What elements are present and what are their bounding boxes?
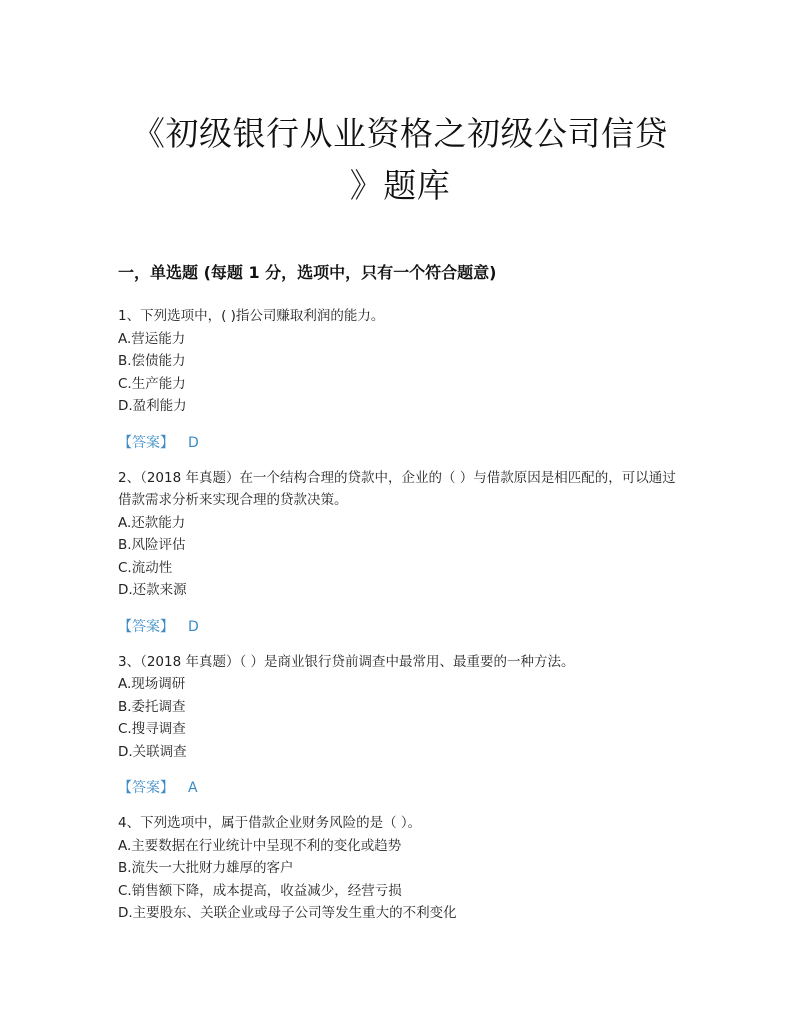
option-a: A.主要数据在行业统计中呈现不利的变化或趋势 <box>118 837 402 854</box>
option-d: D.还款来源 <box>118 582 187 598</box>
option-c: C.销售额下降，成本提高，收益减少，经营亏损 <box>118 882 402 899</box>
question-list <box>118 305 682 925</box>
option-b: B.风险评估 <box>118 537 186 553</box>
option-a: A.还款能力 <box>118 514 186 531</box>
answer-label: 【答案】 <box>118 780 174 796</box>
question-stem: 4、下列选项中，属于借款企业财务风险的是（ ）。 <box>118 815 422 831</box>
answer-value: D <box>188 618 199 635</box>
option-list <box>118 673 682 763</box>
option-a: A.营运能力 <box>118 330 186 347</box>
question-3 <box>118 651 682 800</box>
option-list <box>118 512 682 602</box>
question-stem: 2、（2018 年真题）在一个结构合理的贷款中，企业的（ ）与借款原因是相匹配的，可以通过借款需求分析来实现合理的贷款决策。 <box>118 469 676 508</box>
option-b: B.委托调查 <box>118 698 186 715</box>
option-a: A.现场调研 <box>118 676 186 692</box>
option-d: D.关联调查 <box>118 743 187 760</box>
document-title <box>118 0 682 212</box>
answer-line <box>118 432 682 454</box>
option-b: B.流失一大批财力雄厚的客户 <box>118 860 294 876</box>
option-list <box>118 835 682 925</box>
question-1 <box>118 305 682 454</box>
option-list <box>118 328 682 418</box>
section-heading: 一，单选题 (每题 1 分，选项中，只有一个符合题意) <box>118 263 497 282</box>
question-2 <box>118 467 682 638</box>
question-4 <box>118 812 682 925</box>
answer-label: 【答案】 <box>118 618 174 635</box>
question-stem: 3、（2018 年真题）（ ）是商业银行贷前调查中最常用、最重要的一种方法。 <box>118 653 575 670</box>
option-b: B.偿债能力 <box>118 353 186 369</box>
answer-value: D <box>188 434 199 451</box>
option-d: D.主要股东、关联企业或母子公司等发生重大的不利变化 <box>118 905 457 921</box>
answer-line <box>118 777 682 799</box>
answer-value: A <box>188 780 198 796</box>
option-c: C.流动性 <box>118 559 173 576</box>
title-line-2: 》题库 <box>349 166 451 205</box>
answer-line <box>118 616 682 638</box>
option-c: C.生产能力 <box>118 375 186 392</box>
question-stem: 1、下列选项中，( )指公司赚取利润的能力。 <box>118 308 385 324</box>
option-c: C.搜寻调查 <box>118 721 186 737</box>
answer-label: 【答案】 <box>118 434 174 451</box>
option-d: D.盈利能力 <box>118 398 187 414</box>
title-line-1: 《初级银行从业资格之初级公司信贷 <box>132 114 668 153</box>
